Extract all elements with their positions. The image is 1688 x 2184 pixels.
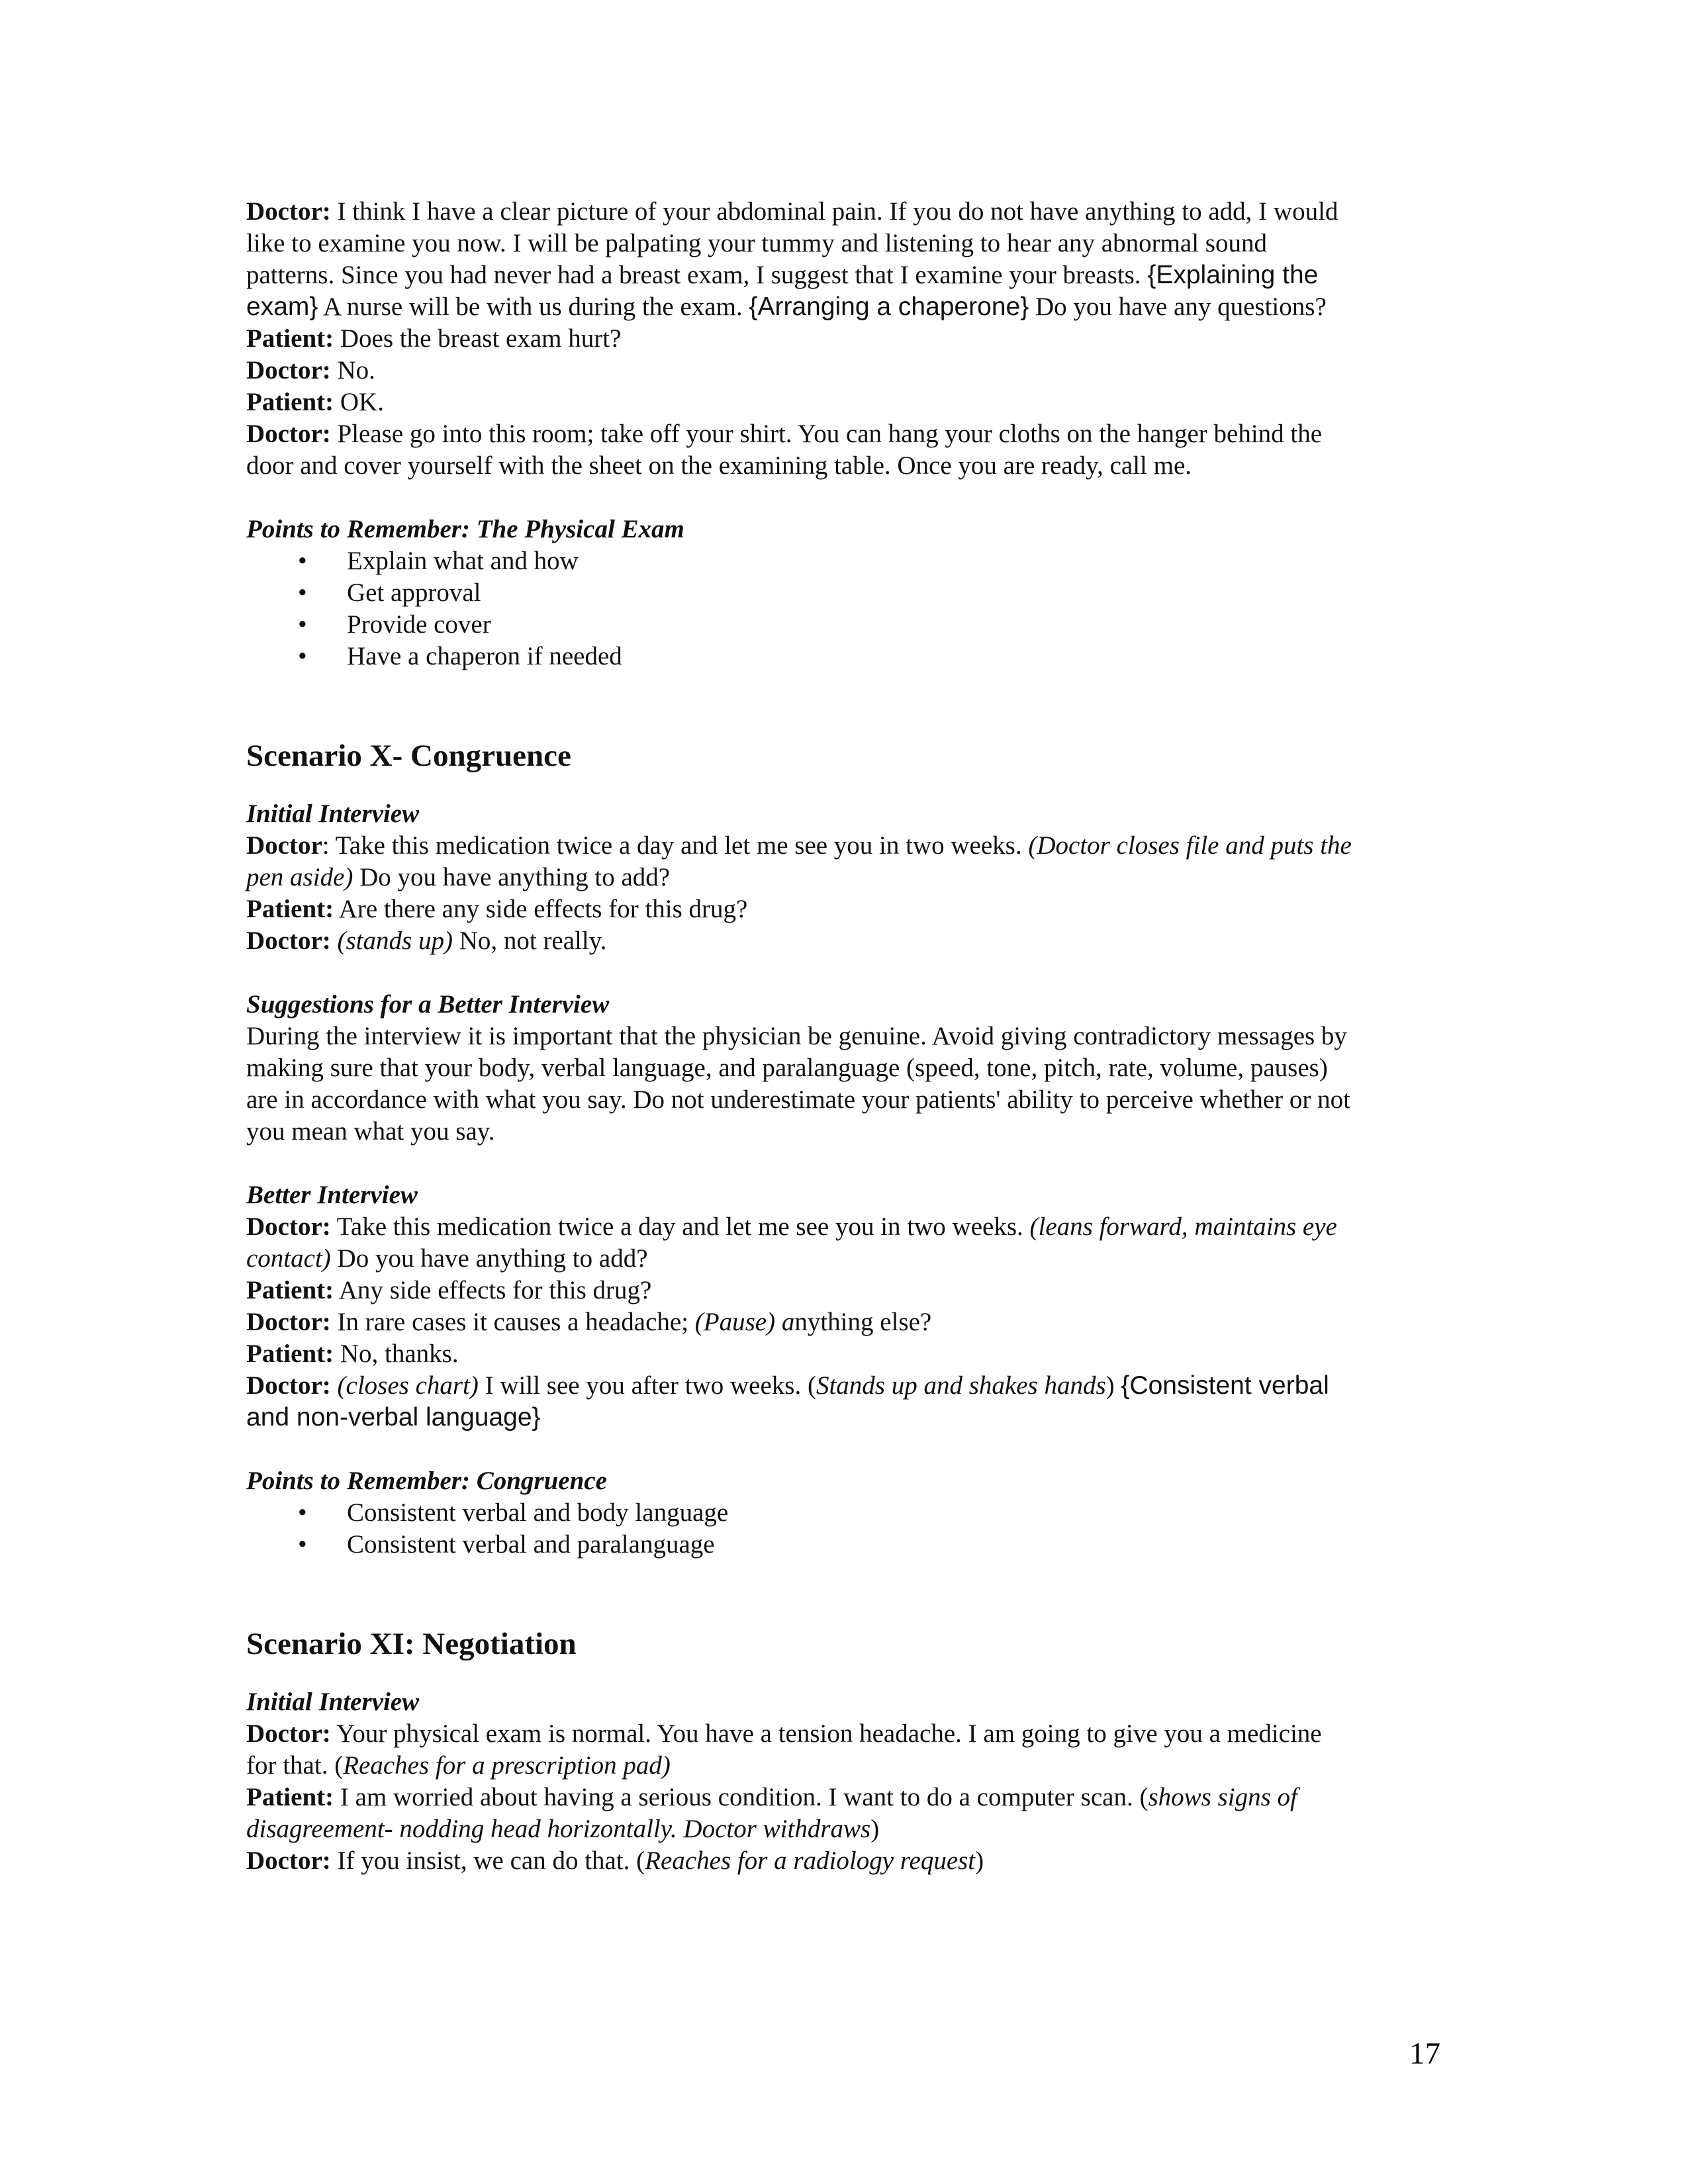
dialogue-text: Any side effects for this drug? (334, 1276, 652, 1304)
dialogue-text: OK. (334, 388, 384, 416)
dialogue-line (246, 893, 1451, 925)
list-item (246, 1497, 1451, 1529)
dialogue-line (246, 925, 1451, 957)
dialogue-text: A nurse will be with us during the exam. (318, 293, 749, 321)
dialogue-line (246, 1782, 1451, 1813)
speaker-label: Doctor: (246, 1719, 331, 1748)
speaker-label: Doctor: (246, 1308, 331, 1336)
annotation-note: {Arranging a chaperone} (749, 293, 1029, 321)
subsection-title: Initial Interview (246, 799, 420, 828)
list-item-text: Consistent verbal and paralanguage (347, 1530, 715, 1559)
list-item-text: Explain what and how (347, 547, 579, 575)
spacer (246, 776, 1451, 798)
annotation-note: {Explaining the (1147, 261, 1319, 289)
stage-direction: (closes chart) (330, 1371, 479, 1400)
speaker-label: Doctor (246, 831, 322, 860)
dialogue-line (246, 259, 1451, 291)
dialogue-text: Do you have any questions? (1029, 293, 1327, 321)
dialogue-text: ) (975, 1846, 984, 1875)
bullet-icon: • (298, 547, 307, 575)
speaker-label: Doctor: (246, 420, 331, 448)
dialogue-line (246, 1370, 1451, 1402)
paragraph-line: During the interview it is important that the physician be genuine. Avoid giving contradictory messages by (246, 1022, 1347, 1050)
spacer (246, 1664, 1451, 1686)
spacer (246, 672, 1451, 736)
subsection-title: Suggestions for a Better Interview (246, 990, 610, 1019)
stage-direction: Reaches for a prescription pad) (343, 1751, 671, 1780)
speaker-label: Doctor: (246, 1371, 331, 1400)
annotation-note: and non-verbal language} (246, 1403, 541, 1432)
dialogue-line (246, 450, 1451, 482)
dialogue-line (246, 1750, 1451, 1782)
dialogue-text: I will see you after two weeks. ( (478, 1371, 816, 1400)
points-physical-exam (246, 514, 1451, 672)
speaker-label: Patient: (246, 1783, 334, 1811)
stage-direction: (Pause) a (694, 1308, 795, 1336)
list-item-text: Provide cover (347, 610, 491, 639)
dialogue-line (246, 291, 1451, 323)
dialogue-line (246, 830, 1451, 862)
spacer (246, 1148, 1451, 1179)
dialogue-text: ) (1105, 1371, 1121, 1400)
speaker-label: Doctor: (246, 356, 331, 385)
bullet-icon: • (298, 1498, 307, 1527)
subsection-title: Better Interview (246, 1181, 418, 1209)
list-item-text: Get approval (347, 578, 481, 607)
dialogue-line (246, 355, 1451, 387)
subsection-title: Initial Interview (246, 1688, 420, 1716)
document-page (246, 196, 1451, 1877)
dialogue-line (246, 1813, 1451, 1845)
speaker-label: Doctor: (246, 1212, 331, 1241)
dialogue-line (246, 1845, 1451, 1877)
points-list (246, 545, 1451, 672)
list-item (246, 577, 1451, 609)
section-heading: Scenario X- Congruence (246, 739, 571, 773)
speaker-label: Patient: (246, 324, 334, 353)
list-item (246, 545, 1451, 577)
dialogue-line (246, 1718, 1451, 1750)
dialogue-text: Do you have anything to add? (353, 863, 671, 891)
dialogue-line (246, 1211, 1451, 1243)
list-item (246, 641, 1451, 672)
annotation-note: exam} (246, 293, 318, 321)
dialogue-text: In rare cases it causes a headache; (330, 1308, 695, 1336)
stage-direction: shows signs of (1148, 1783, 1297, 1811)
speaker-label: Patient: (246, 1340, 334, 1368)
spacer (246, 1561, 1451, 1624)
list-item (246, 609, 1451, 641)
dialogue-text: Please go into this room; take off your shirt. You can hang your cloths on the hanger behind the (330, 420, 1323, 448)
dialogue-line (246, 1338, 1451, 1370)
dialogue-text: If you insist, we can do that. ( (330, 1846, 645, 1875)
dialogue-text: No. (330, 356, 375, 385)
dialogue-line (246, 1243, 1451, 1275)
paragraph-line: you mean what you say. (246, 1117, 495, 1146)
dialogue-line (246, 196, 1451, 228)
dialogue-text: ) (870, 1815, 880, 1843)
spacer (246, 957, 1451, 989)
dialogue-line (246, 1402, 1451, 1433)
dialogue-text: Do you have anything to add? (330, 1244, 648, 1273)
dialogue-text: : Take this medication twice a day and let me see you in two weeks. (322, 831, 1029, 860)
list-item-text: Have a chaperon if needed (347, 642, 622, 670)
dialogue-line (246, 1306, 1451, 1338)
page-number: 17 (1409, 2036, 1440, 2071)
list-item (246, 1529, 1451, 1561)
dialogue-line (246, 862, 1451, 893)
dialogue-line (246, 387, 1451, 418)
stage-direction: pen aside) (246, 863, 353, 891)
dialogue-text: Take this medication twice a day and let me see you in two weeks. (330, 1212, 1030, 1241)
stage-direction: disagreement- nodding head horizontally. Doctor withdraws (246, 1815, 871, 1843)
exam-dialogue (246, 196, 1451, 482)
scenario-x-section (246, 736, 1451, 1561)
dialogue-text: for that. ( (246, 1751, 344, 1780)
scenario-xi-section (246, 1624, 1451, 1877)
dialogue-text: I am worried about having a serious condition. I want to do a computer scan. ( (334, 1783, 1149, 1811)
speaker-label: Patient: (246, 895, 334, 923)
points-list (246, 1497, 1451, 1561)
spacer (246, 482, 1451, 514)
speaker-label: Doctor: (246, 1846, 331, 1875)
speaker-label: Doctor: (246, 197, 331, 226)
stage-direction: (Doctor closes file and puts the (1028, 831, 1352, 860)
bullet-icon: • (298, 642, 307, 670)
dialogue-text: nything else? (794, 1308, 932, 1336)
stage-direction: (stands up) (330, 927, 453, 955)
dialogue-line (246, 1275, 1451, 1306)
paragraph-line: are in accordance with what you say. Do not underestimate your patients' ability to perceive whether or not (246, 1085, 1350, 1114)
bullet-icon: • (298, 1530, 307, 1559)
stage-direction: Stands up and shakes hands (816, 1371, 1106, 1400)
speaker-label: Doctor: (246, 927, 331, 955)
dialogue-text: like to examine you now. I will be palpating your tummy and listening to hear any abnormal sound (246, 229, 1267, 257)
dialogue-text: No, not really. (452, 927, 607, 955)
points-title: Points to Remember: Congruence (246, 1467, 607, 1495)
stage-direction: contact) (246, 1244, 331, 1273)
list-item-text: Consistent verbal and body language (347, 1498, 729, 1527)
dialogue-text: patterns. Since you had never had a breast exam, I suggest that I examine your breasts. (246, 261, 1148, 289)
dialogue-text: Your physical exam is normal. You have a tension headache. I am going to give you a medicine (330, 1719, 1322, 1748)
dialogue-text: door and cover yourself with the sheet on the examining table. Once you are ready, call me. (246, 451, 1192, 480)
annotation-note: {Consistent verbal (1121, 1371, 1329, 1400)
dialogue-line (246, 323, 1451, 355)
dialogue-text: Does the breast exam hurt? (334, 324, 622, 353)
bullet-icon: • (298, 578, 307, 607)
speaker-label: Patient: (246, 388, 334, 416)
stage-direction: Reaches for a radiology request (645, 1846, 976, 1875)
section-heading: Scenario XI: Negotiation (246, 1627, 577, 1661)
dialogue-text: Are there any side effects for this drug? (334, 895, 748, 923)
dialogue-line (246, 418, 1451, 450)
speaker-label: Patient: (246, 1276, 334, 1304)
bullet-icon: • (298, 610, 307, 639)
dialogue-line (246, 228, 1451, 259)
paragraph-line: making sure that your body, verbal language, and paralanguage (speed, tone, pitch, rate, volume, pauses) (246, 1054, 1328, 1082)
spacer (246, 1433, 1451, 1465)
stage-direction: (leans forward, maintains eye (1029, 1212, 1337, 1241)
points-title: Points to Remember: The Physical Exam (246, 515, 684, 543)
dialogue-text: I think I have a clear picture of your abdominal pain. If you do not have anything to add, I would (330, 197, 1338, 226)
dialogue-text: No, thanks. (334, 1340, 459, 1368)
